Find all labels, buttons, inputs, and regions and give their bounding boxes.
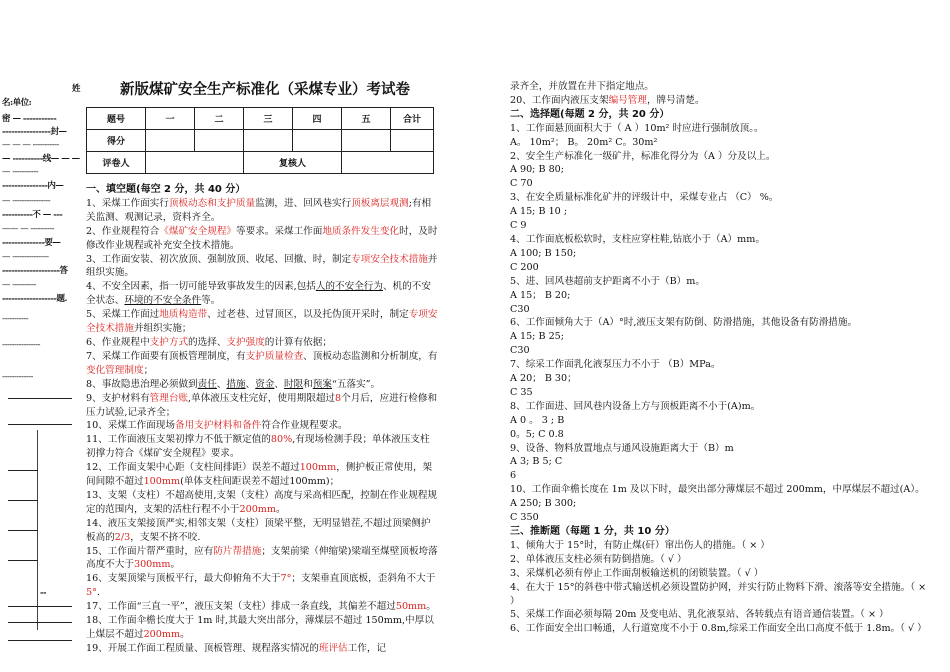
margin-blank-line bbox=[8, 622, 72, 623]
text: ；支架前梁（伸缩梁)梁端至煤壁顶板垮落高度不大于 bbox=[86, 545, 438, 571]
margin-seal-line: — ------------— bbox=[2, 252, 49, 262]
choice-question-3: 3、在安全质量标准化矿井的评级计中，采煤专业占 （C） %。 bbox=[510, 192, 779, 204]
text: 、 bbox=[245, 378, 256, 390]
text: ；支架垂直顶底板，歪斜角不大于 bbox=[291, 573, 436, 585]
score-table-grader-row bbox=[87, 152, 434, 174]
fill-question-9 bbox=[86, 392, 438, 420]
answer: 备用支护材料和备件 bbox=[174, 420, 262, 432]
choice-options: C30 bbox=[510, 345, 530, 357]
text: 16、支架顶梁与顶板平行，最大仰俯角不大于 bbox=[86, 573, 281, 585]
text: 17、工作面“三直一平”，液压支架（支柱）排成一条直线，其偏差不超过 bbox=[86, 601, 396, 613]
left-column bbox=[86, 183, 438, 656]
margin-seal-line: ----------------封— bbox=[2, 127, 67, 137]
text: 、过老巷、过冒顶区，以及托伪顶开采时，制定 bbox=[207, 309, 409, 321]
text: (单体支柱间距误差不超过100mm)； bbox=[180, 476, 340, 488]
judgement-question-2: 2、单体液压支柱必须有防倒措施。（ √ ） bbox=[510, 553, 687, 565]
fill-question-10 bbox=[86, 419, 438, 433]
choice-question-1: 1、工作面悬顶面积大于（ A ）10m² 时应进行强制放顶。。 bbox=[510, 122, 764, 134]
margin-seal-line: -------------------答 bbox=[2, 266, 68, 276]
text: 7、采煤工作面要有顶板管理制度，有 bbox=[86, 350, 246, 362]
text: 13、支架（支柱）不超高使用,支架（支柱）高度与采高相匹配，控制在作业规程规定的范围内，支架的活柱行程不小于 bbox=[86, 489, 438, 515]
answer: 专项安全技术措施 bbox=[351, 253, 428, 265]
text: 、 bbox=[216, 378, 227, 390]
margin-blank-line bbox=[8, 500, 38, 501]
answer: 200mm bbox=[239, 503, 277, 515]
answer: 地质条件发生变化 bbox=[322, 225, 400, 237]
answer: 《煤矿安全规程》 bbox=[159, 225, 237, 237]
score-table-score-row bbox=[87, 130, 434, 152]
text: 11、工作面液压支架初撑力不低于额定值的 bbox=[86, 434, 271, 446]
margin-blank-line bbox=[8, 640, 72, 641]
judgement-question-6: 6、工作面安全出口畅通，人行道宽度不小于 0.8m,综采工作面安全出口高度不低于 1.8m。（ √ ） bbox=[510, 623, 927, 635]
text: ;有相关监测、观测记录，资料齐全。 bbox=[86, 197, 432, 223]
answer: 300mm bbox=[133, 559, 171, 571]
choice-options: C 35 bbox=[510, 386, 533, 398]
margin-seal-line: ---------------- bbox=[2, 340, 40, 350]
judgement-question-3: 3、采煤机必须有停止工作面刮板输送机的闭锁装置。（ √ ） bbox=[510, 567, 764, 579]
choice-question-4: 4、工作面底板松软时，支柱应穿柱鞋,钻底小于（A）mm。 bbox=[510, 233, 765, 245]
text: 5、采煤工作面过 bbox=[86, 309, 160, 321]
answer: 管理台账 bbox=[149, 392, 189, 404]
text: 符合作业规程要求。 bbox=[261, 420, 348, 432]
text: 。 bbox=[180, 629, 190, 640]
margin-seal-line: — ----------线— — — bbox=[2, 154, 80, 164]
choice-options: A 250; B 300; bbox=[510, 498, 577, 510]
choice-question-10: 10、工作面伞檐长度在 1m 及以下时，最突出部分薄煤层不超过 200mm，中厚煤层不超过(A）。 bbox=[510, 484, 925, 496]
choice-options: A 15; B 25; bbox=[510, 331, 565, 343]
text: 、机的不安全状态、 bbox=[86, 281, 431, 307]
binding-margin bbox=[0, 0, 84, 672]
score-header-cell: 三 bbox=[244, 108, 293, 130]
fill-question-19-continued: 录齐全，并放置在井下指定地点。 bbox=[510, 81, 654, 92]
text: 18、工作面伞檐长度大于 1m 时,其最大突出部分，薄煤层不超过 150mm,中厚以上煤层不超过 bbox=[86, 615, 434, 640]
text: 。 bbox=[170, 559, 181, 571]
text: 监测，进、回风巷实行 bbox=[255, 197, 352, 209]
text: 。 bbox=[276, 503, 286, 515]
answer: 变化管理制度 bbox=[86, 364, 144, 376]
reviewer-cell[interactable] bbox=[342, 152, 434, 174]
margin-seal-line: — ----------- bbox=[2, 167, 39, 177]
answer: 200mm bbox=[143, 629, 181, 640]
text: ,单体液压支柱完好，使用期限超过 bbox=[188, 392, 336, 404]
margin-seal-line: — — — ----------- bbox=[2, 140, 59, 150]
answer: 编号管理 bbox=[608, 94, 647, 106]
margin-unit-label: 名:单位: bbox=[2, 98, 32, 108]
right-column bbox=[510, 80, 930, 636]
answer: 防片帮措施 bbox=[213, 545, 262, 557]
fill-question-16 bbox=[86, 572, 438, 600]
text: 个月后，应进行检修和压力试验,记录齐全； bbox=[86, 392, 438, 418]
answer: 地质构造带 bbox=[159, 309, 208, 321]
text: 时，及时修改作业规程或补充安全技术措施。 bbox=[86, 225, 438, 251]
fill-question-19 bbox=[86, 642, 438, 656]
score-cell[interactable] bbox=[293, 130, 342, 152]
text: 工作，记 bbox=[347, 642, 387, 654]
margin-blank-line bbox=[8, 424, 72, 425]
choice-options: A 20； B 30； bbox=[510, 373, 577, 385]
choice-options: C 200 bbox=[510, 261, 539, 273]
choice-question-5: 5、进、回风巷超前支护距离不小于（B）m。 bbox=[510, 275, 705, 287]
text: 和 bbox=[303, 378, 313, 390]
fill-question-6 bbox=[86, 336, 438, 350]
choice-question-9: 9、设备、物料放置地点与通风设施距离大于（B）m bbox=[510, 442, 734, 454]
text: 12、工作面支架中心距（支柱间排距）误差不超过 bbox=[86, 462, 300, 474]
margin-seal-line: 密 — ----------- bbox=[2, 114, 57, 124]
margin-seal-line: ----------- bbox=[2, 314, 29, 324]
answer: 支护方式 bbox=[149, 336, 189, 348]
answer: 措施 bbox=[226, 378, 246, 390]
choice-options: A 3; B 5; C bbox=[510, 456, 563, 468]
text: ,有现场检测手段；单体液压支柱初撑力符合《煤矿安全规程》要求。 bbox=[86, 434, 430, 460]
text: 15、工作面片帮严重时，应有 bbox=[86, 545, 214, 557]
answer: 7° bbox=[280, 573, 292, 585]
answer: 人的不安全行为 bbox=[315, 281, 383, 293]
fill-question-14 bbox=[86, 517, 438, 545]
answer: 100mm bbox=[143, 476, 181, 488]
choice-options: 6 bbox=[510, 470, 517, 482]
judgement-question-1: 1、倾角大于 15°时，有防止煤(矸）窜出伤人的措施。（ × ） bbox=[510, 539, 770, 551]
choice-options: C30 bbox=[510, 303, 530, 315]
answer: 支护质量检查 bbox=[245, 350, 304, 362]
answer: 资金 bbox=[255, 378, 275, 390]
choice-question-7: 7、综采工作面乳化液泵压力不小于 （B）MPa。 bbox=[510, 359, 721, 371]
text: 14、液压支架接顶严实,相邻支架（支柱）顶梁平整，无明显错茬,不超过顶梁侧护板高的 bbox=[86, 517, 431, 543]
choice-options: A 15; B 10 ; bbox=[510, 206, 568, 218]
text: ； bbox=[143, 364, 154, 376]
fill-question-5 bbox=[86, 308, 438, 336]
fill-question-12 bbox=[86, 461, 438, 489]
score-cell[interactable] bbox=[244, 130, 293, 152]
text: 19、开展工作面工程质量、顶板管理、规程落实情况的 bbox=[86, 642, 319, 654]
answer: 顶板离层观测 bbox=[351, 197, 409, 209]
answer: 责任 bbox=[197, 378, 217, 390]
text: 9、支护材料有 bbox=[86, 392, 150, 404]
margin-blank-line bbox=[8, 398, 72, 399]
section-fill-blank-heading: 一、填空题(每空 2 分，共 40 分） bbox=[86, 184, 246, 195]
score-header-cell: 一 bbox=[146, 108, 195, 130]
margin-blank-line bbox=[8, 606, 72, 607]
grader-label: 评卷人 bbox=[87, 152, 146, 174]
score-header-cell: 四 bbox=[293, 108, 342, 130]
score-header-cell: 五 bbox=[342, 108, 391, 130]
choice-options: C 350 bbox=[510, 512, 539, 524]
text: 的选择、 bbox=[188, 336, 227, 348]
fill-question-13 bbox=[86, 489, 438, 517]
score-table bbox=[86, 107, 434, 174]
score-cell[interactable] bbox=[146, 130, 195, 152]
fill-question-3 bbox=[86, 253, 438, 281]
answer: 8 bbox=[335, 392, 342, 404]
page-title: 新版煤矿安全生产标准化（采煤专业）考试卷 bbox=[120, 82, 410, 98]
text: 、 bbox=[274, 378, 284, 390]
score-cell[interactable] bbox=[195, 130, 244, 152]
text: 8、事故隐患治理必须做到 bbox=[86, 378, 198, 390]
answer: 环境的不安全条件 bbox=[124, 295, 202, 307]
margin-seal-line: ---------------内— bbox=[2, 181, 64, 191]
fill-question-8 bbox=[86, 378, 438, 392]
text: 并组织实施； bbox=[133, 323, 192, 335]
text: 6、作业规程中 bbox=[86, 336, 150, 348]
choice-options: 0。5; C 0.8 bbox=[510, 428, 564, 440]
answer: 支护强度 bbox=[226, 336, 265, 348]
fill-question-11 bbox=[86, 433, 438, 461]
text: “五落实”。 bbox=[331, 378, 381, 390]
fill-question-20 bbox=[510, 94, 930, 108]
reviewer-label: 复核人 bbox=[244, 152, 342, 174]
margin-seal-line: --------------要— bbox=[2, 238, 61, 248]
choice-options: C 9 bbox=[510, 220, 527, 232]
margin-blank-line bbox=[8, 470, 38, 471]
text: 的计算有依据； bbox=[264, 336, 332, 348]
score-cell[interactable] bbox=[342, 130, 391, 152]
answer: 班评估 bbox=[318, 642, 348, 654]
answer: 时限 bbox=[283, 378, 304, 390]
choice-options: A 90; B 80; bbox=[510, 164, 565, 176]
fill-question-4 bbox=[86, 280, 438, 308]
answer: 顶板动态和支护质量 bbox=[168, 197, 256, 209]
score-table-header-row bbox=[87, 108, 434, 130]
choice-options: C 70 bbox=[510, 178, 533, 190]
fill-question-18 bbox=[86, 614, 438, 642]
judgement-question-4: 4、在大于 15°的斜巷中带式输送机必须设置防护网，并实行防止物料下滑、滚落等安全措施。（ × ） bbox=[510, 581, 927, 607]
text: 20、工作面内液压支架 bbox=[510, 94, 609, 106]
judgement-question-5: 5、采煤工作面必须每隔 20m 及变电站、乳化液泵站、各转载点有语音通信装置。（ × ） bbox=[510, 609, 889, 621]
text: ，牌号清楚。 bbox=[646, 94, 705, 106]
fill-question-7 bbox=[86, 350, 438, 378]
answer: 80% bbox=[270, 434, 293, 446]
choice-question-6: 6、工作面倾角大于（A）°时,液压支架有防倒、防滑措施，其他设备有防滑措施。 bbox=[510, 317, 858, 329]
score-cell[interactable] bbox=[391, 130, 434, 152]
margin-seal-line: —— — ---------- bbox=[2, 224, 55, 234]
choice-question-2: 2、安全生产标准化一级矿井，标准化得分为（A ）分及以上。 bbox=[510, 150, 776, 162]
text: 2、作业规程符合 bbox=[86, 225, 160, 237]
fill-question-17 bbox=[86, 600, 438, 614]
text: 等。 bbox=[201, 295, 221, 307]
text: 并组织实施。 bbox=[86, 253, 438, 279]
section-choice-heading: 二、选择题(每题 2 分，共 20 分） bbox=[510, 108, 670, 120]
score-row-label: 得分 bbox=[87, 130, 146, 152]
margin-blank-line bbox=[8, 530, 38, 531]
margin-seal-line: — ---------- bbox=[2, 280, 36, 290]
section-judgement-heading: 三、推断题（每题 1 分，共 10 分） bbox=[510, 526, 675, 537]
margin-name-label: 姓 bbox=[72, 84, 81, 94]
margin-seal-line: ------------------题. bbox=[2, 294, 67, 304]
choice-options: A。 10m²； B。 20m² C。30m² bbox=[510, 136, 658, 148]
text: . bbox=[96, 587, 100, 599]
margin-blank-line bbox=[8, 560, 38, 561]
text: 。 bbox=[426, 601, 436, 613]
answer: 50mm bbox=[395, 601, 427, 613]
text: 10、采煤工作面现场 bbox=[86, 420, 175, 432]
text: ，侧护板正常使用，架间间隙不超过 bbox=[86, 462, 433, 488]
answer: 100mm bbox=[299, 462, 337, 474]
answer: 5° bbox=[86, 587, 97, 599]
text: 1、采煤工作面实行 bbox=[86, 197, 169, 209]
fill-question-2 bbox=[86, 225, 438, 253]
margin-seal-line: ----------不 — --- bbox=[2, 210, 63, 220]
text: 4、不安全因素，指一切可能导致事故发生的因素,包括 bbox=[86, 281, 316, 293]
text: ，支架不挤不咬. bbox=[130, 531, 201, 543]
text: 3、工作面安装、初次放顶、强制放顶、收尾、回撤、时，制定 bbox=[86, 253, 352, 265]
answer: 预案 bbox=[312, 378, 332, 390]
choice-question-8: 8、工作面进、回风巷内设备上方与顶板距离不小于(A)m。 bbox=[510, 400, 761, 412]
margin-seal-line: ------------- bbox=[2, 372, 33, 382]
choice-options: A 15； B 20; bbox=[510, 289, 571, 301]
choice-options: A 100; B 150; bbox=[510, 247, 577, 259]
text: 等要求。采煤工作面 bbox=[236, 225, 323, 237]
fill-question-1 bbox=[86, 197, 438, 225]
text: 、顶板动态监测和分析制度，有 bbox=[303, 350, 438, 362]
margin-dash: -- bbox=[40, 588, 47, 598]
margin-seal-line: — ---------------- bbox=[2, 196, 51, 206]
answer: 2/3 bbox=[114, 531, 131, 543]
score-header-cell: 合计 bbox=[391, 108, 434, 130]
score-header-cell: 题号 bbox=[87, 108, 146, 130]
fill-question-15 bbox=[86, 545, 438, 573]
answer: 专项安全技术措施 bbox=[86, 309, 438, 335]
score-header-cell: 二 bbox=[195, 108, 244, 130]
choice-options: A 0 。 3 ; B bbox=[510, 414, 565, 426]
grader-cell[interactable] bbox=[146, 152, 244, 174]
